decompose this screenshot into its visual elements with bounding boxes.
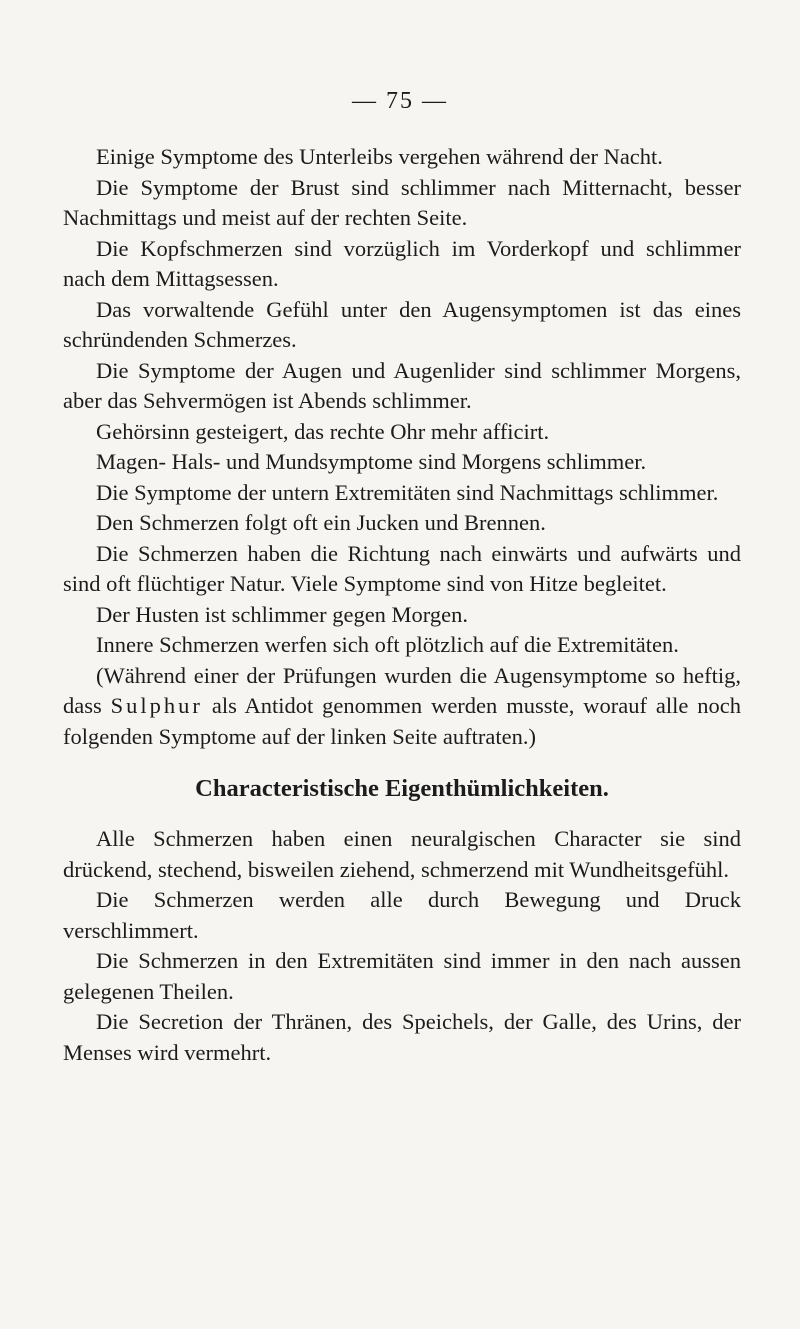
paragraph: Gehörsinn gesteigert, das rechte Ohr mehr afficirt. [96, 418, 550, 444]
paragraph: Den Schmerzen folgt oft ein Jucken und Brennen. [96, 510, 546, 535]
paragraph: Die Schmerzen haben die Richtung nach einwärts und aufwärts und sind oft flüchtiger Natur. Viele Symptome sind von Hitze begleitet. [63, 540, 741, 596]
paragraph: Die Symptome der Augen und Augenlider sind schlimmer Morgens, aber das Sehvermögen ist Abends schlimmer. [63, 357, 741, 413]
note-paragraph [63, 661, 741, 753]
paragraph: Die Symptome der Brust sind schlimmer nach Mitternacht, besser Nachmittags und meist auf der rechten Seite. [63, 174, 741, 230]
paragraph: Die Symptome der untern Extremitäten sind Nachmittags schlimmer. [96, 479, 719, 505]
paragraph: Die Schmerzen werden alle durch Bewegung und Druck verschlimmert. [63, 887, 741, 943]
note-text-before: (Während einer der Prüfungen wurden die Augensymptome so heftig, dass [63, 662, 741, 718]
note-emphasis: Sulphur [110, 693, 203, 718]
paragraph: Innere Schmerzen werfen sich oft plötzlich auf die Extremitäten. [96, 632, 679, 657]
section-heading: Characteristische Eigenthümlichkeiten. [195, 775, 609, 802]
page-number: — 75 — [352, 88, 448, 114]
paragraph: Die Schmerzen in den Extremitäten sind immer in den nach aussen gelegenen Theilen. [63, 948, 741, 1004]
paragraph: Alle Schmerzen haben einen neuralgischen Character sie sind drückend, stechend, bisweilen ziehend, schmerzend mit Wundheitsgefühl. [63, 826, 741, 882]
paragraph: Magen- Hals- und Mundsymptome sind Morgens schlimmer. [96, 449, 647, 474]
paragraph: Einige Symptome des Unterleibs vergehen während der Nacht. [96, 144, 663, 169]
page-body [63, 142, 741, 1068]
paragraph: Der Husten ist schlimmer gegen Morgen. [96, 601, 469, 627]
note-text-after: als Antidot genommen werden musste, worauf alle noch folgenden Symptome auf der linken Seite auftraten.) [63, 693, 741, 749]
paragraph: Das vorwaltende Gefühl unter den Augensymptomen ist das eines schründenden Schmerzes. [63, 296, 741, 352]
paragraph: Die Secretion der Thränen, des Speichels, der Galle, des Urins, der Menses wird vermehrt. [63, 1009, 741, 1065]
paragraph: Die Kopfschmerzen sind vorzüglich im Vorderkopf und schlimmer nach dem Mittagsessen. [63, 235, 741, 291]
